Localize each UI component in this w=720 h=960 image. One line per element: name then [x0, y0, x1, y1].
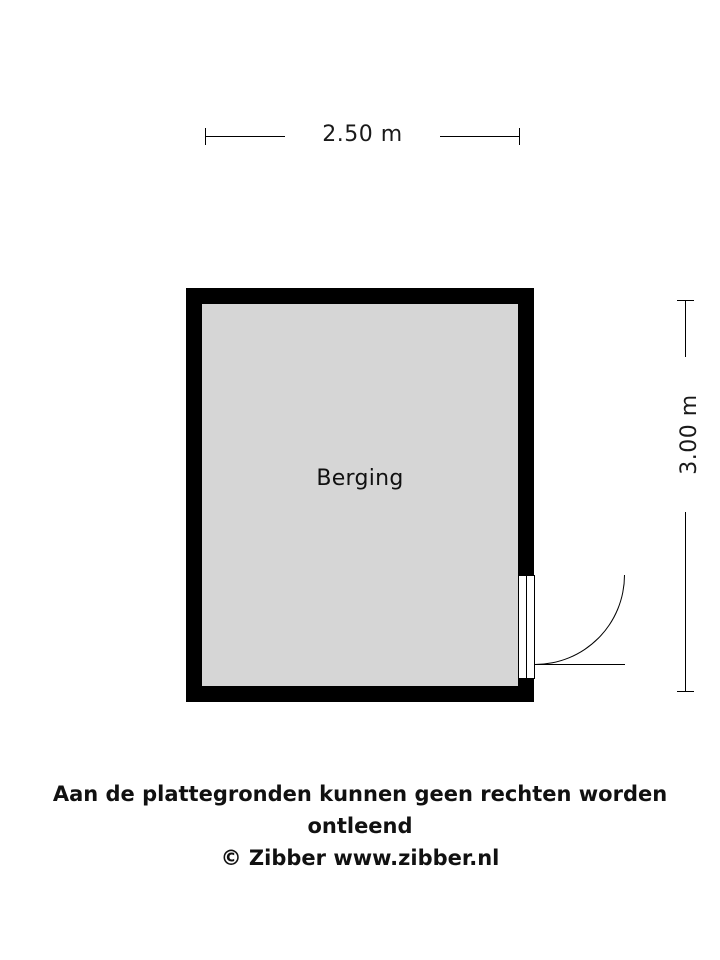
height-dimension-cap-top [677, 300, 694, 301]
footer [0, 778, 720, 874]
door-leaf-icon [535, 664, 625, 665]
door-opening-icon [518, 575, 535, 679]
room-floor-area [202, 304, 518, 686]
height-dimension-label: 3.00 m [675, 357, 704, 512]
room-berging [186, 288, 534, 702]
height-dimension-cap-bottom [677, 691, 694, 692]
footer-copyright: © Zibber www.zibber.nl [220, 846, 500, 870]
footer-disclaimer: Aan de plattegronden kunnen geen rechten worden ontleend [52, 782, 668, 838]
width-dimension-cap-right [519, 128, 520, 145]
door-swing-arc-icon [535, 575, 625, 665]
width-dimension-cap-left [205, 128, 206, 145]
room-label: Berging [316, 466, 404, 491]
width-dimension-label: 2.50 m [285, 120, 440, 149]
